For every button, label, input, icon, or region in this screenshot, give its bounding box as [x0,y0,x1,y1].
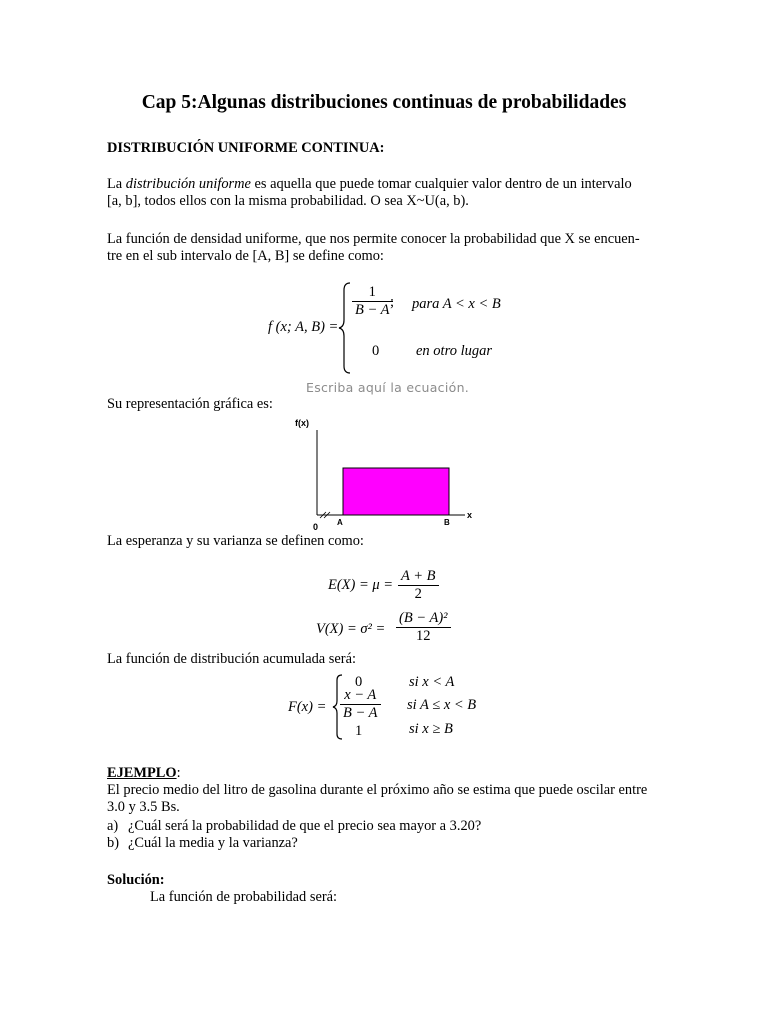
density-text-line-2: tre en el sub intervalo de [A, B] se define como: [107,248,384,264]
cdf-text: La función de distribución acumulada será: [107,651,356,667]
expectation-fraction [398,568,439,603]
cdf-case1-val: 0 [355,674,363,690]
density-case1-sep: ; [390,294,395,310]
example-item-a [107,818,482,835]
density-formula [260,280,520,375]
density-case1-fraction [352,284,393,319]
page-title: Cap 5:Algunas distribuciones continuas de probabilidades [141,92,627,113]
graph-y-label: f(x) [295,418,309,428]
intro-term: distribución uniforme [125,176,251,192]
density-lhs: f (x; A, B) = [268,319,339,335]
intro-post: es aquella que puede tomar cualquier valor dentro de un intervalo [250,176,632,192]
solution-heading: Solución: [107,872,165,888]
graph-intro: Su representación gráfica es: [107,396,273,412]
section-heading: DISTRIBUCIÓN UNIFORME CONTINUA: [107,140,385,156]
variance-lhs: V(X) = σ² = [316,621,386,637]
expectation-den: 2 [398,585,439,603]
cdf-case3-val: 1 [355,723,363,739]
density-case2-val: 0 [372,343,380,359]
cdf-case1-cond: si x < A [409,674,455,690]
cdf-case2-den: B − A [340,704,381,722]
cdf-case3-cond: si x ≥ B [409,721,453,737]
variance-num: (B − A)² [399,610,448,626]
cdf-lhs: F(x) = [288,699,327,715]
example-item-b [107,835,298,852]
example-item-a-text: ¿Cuál será la probabilidad de que el precio sea mayor a 3.20? [128,818,482,834]
cdf-case2-cond: si A ≤ x < B [407,697,477,713]
example-line-1: El precio medio del litro de gasolina durante el próximo año se estima que puede oscilar entre [107,782,648,798]
density-case2-cond: en otro lugar [416,343,492,359]
density-case1-cond: para A < x < B [412,296,501,312]
intro-pre: La [107,176,126,192]
expectation-num: A + B [401,568,436,584]
moments-text: La esperanza y su varianza se definen como: [107,533,364,549]
example-heading [107,765,181,782]
example-heading-colon: : [176,765,181,781]
variance-fraction [396,610,451,645]
intro-line-2: [a, b], todos ellos con la misma probabilidad. O sea X~U(a, b). [107,193,469,209]
example-item-b-label: b) [107,835,119,851]
cdf-case2-fraction [340,687,381,722]
cdf-case2-num: x − A [344,687,377,703]
cdf-formula [283,672,503,742]
expectation-lhs: E(X) = μ = [328,577,394,593]
left-brace [338,282,352,374]
solution-line: La función de probabilidad será: [150,889,338,905]
graph-x-label: x [467,510,473,520]
uniform-density-rectangle [343,468,449,515]
density-case1-num: 1 [368,284,376,300]
intro-line-1 [107,176,632,193]
graph-a-label: A [337,518,343,527]
density-text-line-1: La función de densidad uniforme, que nos permite conocer la probabilidad que X se encuen- [107,231,640,247]
density-case1-den: B − A [352,301,393,319]
graph-origin-label: 0 [313,522,319,532]
equation-placeholder[interactable]: Escriba aquí la ecuación. [306,380,470,395]
example-item-b-text: ¿Cuál la media y la varianza? [128,835,298,851]
example-heading-label: EJEMPLO [107,765,177,781]
graph-b-label: B [444,518,450,527]
example-line-2: 3.0 y 3.5 Bs. [107,799,180,815]
uniform-graph [290,412,480,534]
example-item-a-label: a) [107,818,119,834]
variance-den: 12 [396,627,451,645]
